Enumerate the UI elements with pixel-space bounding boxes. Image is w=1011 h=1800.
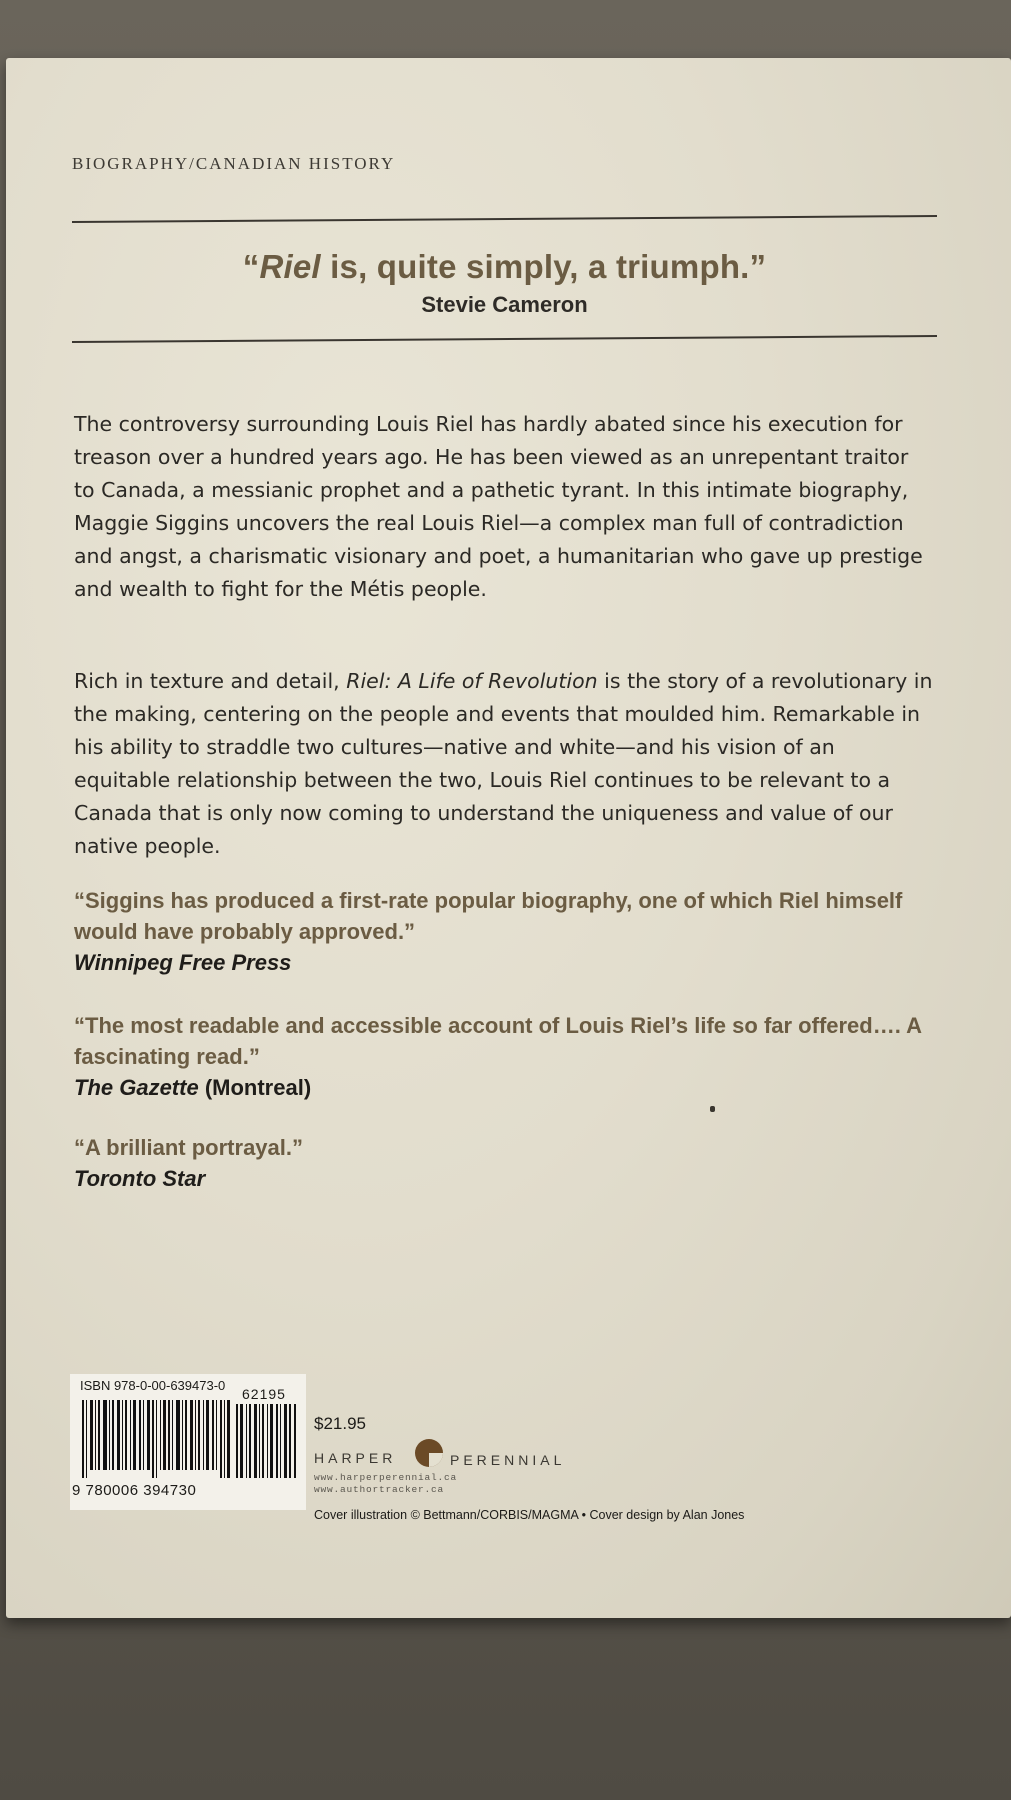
review-quote-text: “A brilliant portrayal.”: [74, 1135, 304, 1160]
description-paragraph-1: [74, 408, 934, 606]
barcode-icon: [82, 1400, 230, 1478]
price-label: $21.95: [314, 1414, 366, 1433]
supplement-barcode-icon: [236, 1404, 298, 1478]
publisher-name-right: PERENNIAL: [450, 1452, 566, 1468]
paper-speck: [710, 1106, 715, 1112]
review-quote-source: [74, 947, 934, 978]
publisher-urls: [314, 1472, 457, 1496]
lead-quote-title: Riel: [259, 248, 321, 285]
review-quote-source: [74, 1072, 934, 1103]
lead-quote: [72, 248, 937, 286]
publisher-logo-icon: [414, 1438, 444, 1468]
p2-before: Rich in texture and detail,: [74, 669, 347, 693]
lead-quote-rest: is, quite simply, a triumph.”: [320, 248, 767, 285]
review-quote-text: “The most readable and accessible account of Louis Riel’s life so far offered…. A fascinating read.”: [74, 1013, 922, 1069]
supplement-code: 62195: [242, 1386, 286, 1402]
lead-quote-open: “: [242, 248, 260, 285]
review-quote-2: [74, 1010, 934, 1103]
review-quote-source: [74, 1163, 934, 1194]
ean-number: 9 780006 394730: [72, 1482, 197, 1499]
lead-quote-attribution: Stevie Cameron: [421, 292, 588, 317]
review-source-name: Winnipeg Free Press: [74, 950, 292, 975]
isbn-label: ISBN 978-0-00-639473-0: [80, 1378, 226, 1393]
p2-book-title: Riel: A Life of Revolution: [346, 669, 598, 693]
publisher-name-left: HARPER: [314, 1450, 397, 1466]
p2-after: is the story of a revolutionary in the making, centering on the people and events that moulded him. Remarkable in his ability to straddle two cultures—native and white—and his vision of an equitable relationship between the two, Louis Riel continues to be relevant to a Canada that is only now coming to understand the uniqueness and value of our native people.: [74, 669, 933, 858]
review-source-name: The Gazette: [74, 1075, 199, 1100]
category-label: BIOGRAPHY/CANADIAN HISTORY: [72, 154, 396, 173]
url-line: www.authortracker.ca: [314, 1484, 445, 1495]
barcode-panel: [70, 1374, 306, 1510]
review-source-suffix: (Montreal): [198, 1075, 312, 1100]
review-source-name: Toronto Star: [74, 1166, 206, 1191]
review-quote-1: [74, 885, 934, 978]
review-quote-text: “Siggins has produced a first-rate popular biography, one of which Riel himself would have probably approved.”: [74, 888, 903, 944]
description-paragraph-2: [74, 665, 934, 863]
cover-credits: Cover illustration © Bettmann/CORBIS/MAGMA • Cover design by Alan Jones: [314, 1508, 745, 1522]
description-paragraph-1-text: The controversy surrounding Louis Riel has hardly abated since his execution for treason over a hundred years ago. He has been viewed as an unrepentant traitor to Canada, a messianic prophet and a pathetic tyrant. In this intimate biography, Maggie Siggins uncovers the real Louis Riel—a complex man full of contradiction and angst, a charismatic visionary and poet, a humanitarian who gave up prestige and wealth to fight for the Métis people.: [74, 412, 923, 601]
review-quote-3: [74, 1132, 934, 1194]
url-line: www.harperperennial.ca: [314, 1472, 458, 1483]
